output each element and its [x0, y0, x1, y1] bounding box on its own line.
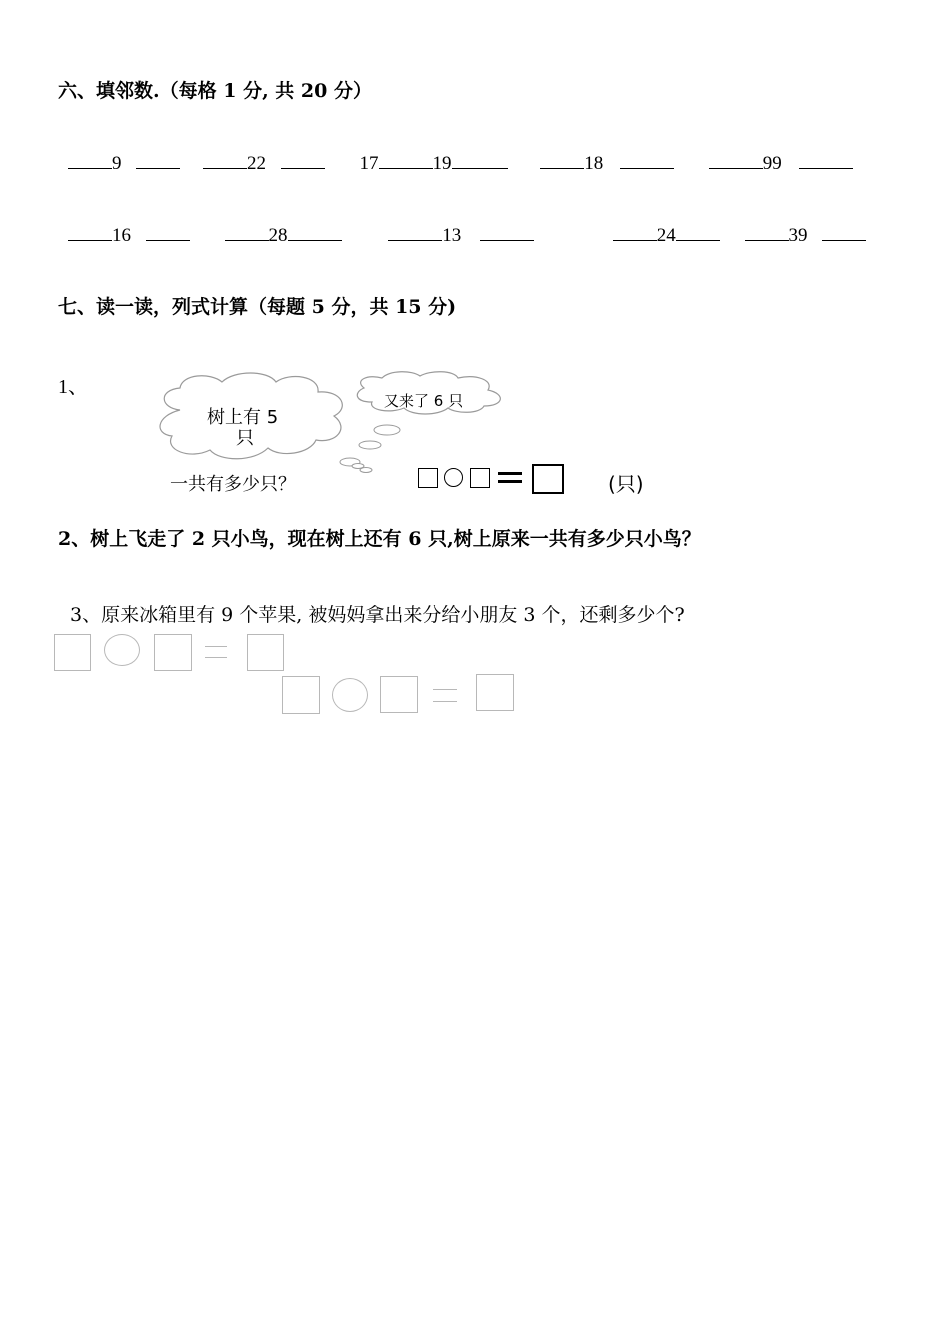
- answer-blank[interactable]: [709, 150, 763, 169]
- result-box[interactable]: [476, 674, 514, 711]
- question-3-text: 3、原来冰箱里有 9 个苹果, 被妈妈拿出来分给小朋友 3 个，还剩多少个?: [70, 604, 685, 626]
- neighbor-row-2: [68, 222, 866, 247]
- given-number: 28: [268, 225, 288, 246]
- given-number: 18: [584, 153, 604, 174]
- equation-q1: [418, 464, 578, 494]
- operator-circle[interactable]: [444, 468, 463, 487]
- answer-blank[interactable]: [480, 222, 534, 241]
- operator-circle[interactable]: [104, 634, 140, 666]
- answer-box[interactable]: [282, 676, 320, 714]
- given-number: 39: [788, 225, 808, 246]
- answer-blank[interactable]: [745, 222, 789, 241]
- result-box[interactable]: [532, 464, 564, 494]
- equals-sign: [205, 646, 227, 658]
- answer-blank[interactable]: [288, 222, 342, 241]
- question-2-text: 2、树上飞走了 2 只小鸟，现在树上还有 6 只,树上原来一共有多少只小鸟？: [58, 528, 701, 550]
- question-1-text: 一共有多少只？: [170, 474, 296, 495]
- answer-blank[interactable]: [822, 222, 866, 241]
- answer-blank[interactable]: [146, 222, 190, 241]
- answer-blank[interactable]: [452, 150, 508, 169]
- given-number: 16: [112, 225, 131, 246]
- neighbor-row-1: [68, 150, 853, 175]
- equals-sign: [433, 689, 457, 702]
- operator-circle[interactable]: [332, 678, 368, 712]
- given-number: 17: [359, 153, 379, 174]
- answer-blank[interactable]: [620, 150, 674, 169]
- section7-title: 七、读一读，列式计算（每题 5 分，共 15 分): [58, 296, 457, 318]
- answer-blank[interactable]: [136, 150, 180, 169]
- answer-box[interactable]: [470, 468, 490, 488]
- section6-title: 六、填邻数.（每格 1 分, 共 20 分）: [58, 80, 372, 102]
- answer-blank[interactable]: [540, 150, 584, 169]
- unit-label: (只): [608, 472, 644, 496]
- answer-blank[interactable]: [676, 222, 720, 241]
- question-1-number: 1、: [58, 376, 88, 398]
- answer-box[interactable]: [154, 634, 192, 671]
- answer-box[interactable]: [418, 468, 438, 488]
- given-number: 24: [656, 225, 676, 246]
- answer-blank[interactable]: [225, 222, 269, 241]
- given-number: 99: [762, 153, 782, 174]
- answer-blank[interactable]: [68, 150, 112, 169]
- result-box[interactable]: [247, 634, 284, 671]
- answer-blank[interactable]: [281, 150, 325, 169]
- given-number: 13: [442, 225, 462, 246]
- given-number: 9: [112, 153, 122, 174]
- answer-box[interactable]: [380, 676, 418, 713]
- given-number: 22: [247, 153, 266, 174]
- cloud-1-overflow-text: 只: [236, 428, 254, 449]
- answer-blank[interactable]: [613, 222, 657, 241]
- cloud-2-text-clipped: 又来了 6 只: [384, 392, 464, 410]
- equals-sign: [498, 472, 522, 483]
- answer-blank[interactable]: [203, 150, 247, 169]
- answer-blank[interactable]: [379, 150, 433, 169]
- given-number: 19: [432, 153, 452, 174]
- answer-blank[interactable]: [388, 222, 442, 241]
- answer-box[interactable]: [54, 634, 91, 671]
- answer-blank[interactable]: [68, 222, 112, 241]
- cloud-1-text: 树上有 5: [207, 407, 279, 428]
- answer-blank[interactable]: [799, 150, 853, 169]
